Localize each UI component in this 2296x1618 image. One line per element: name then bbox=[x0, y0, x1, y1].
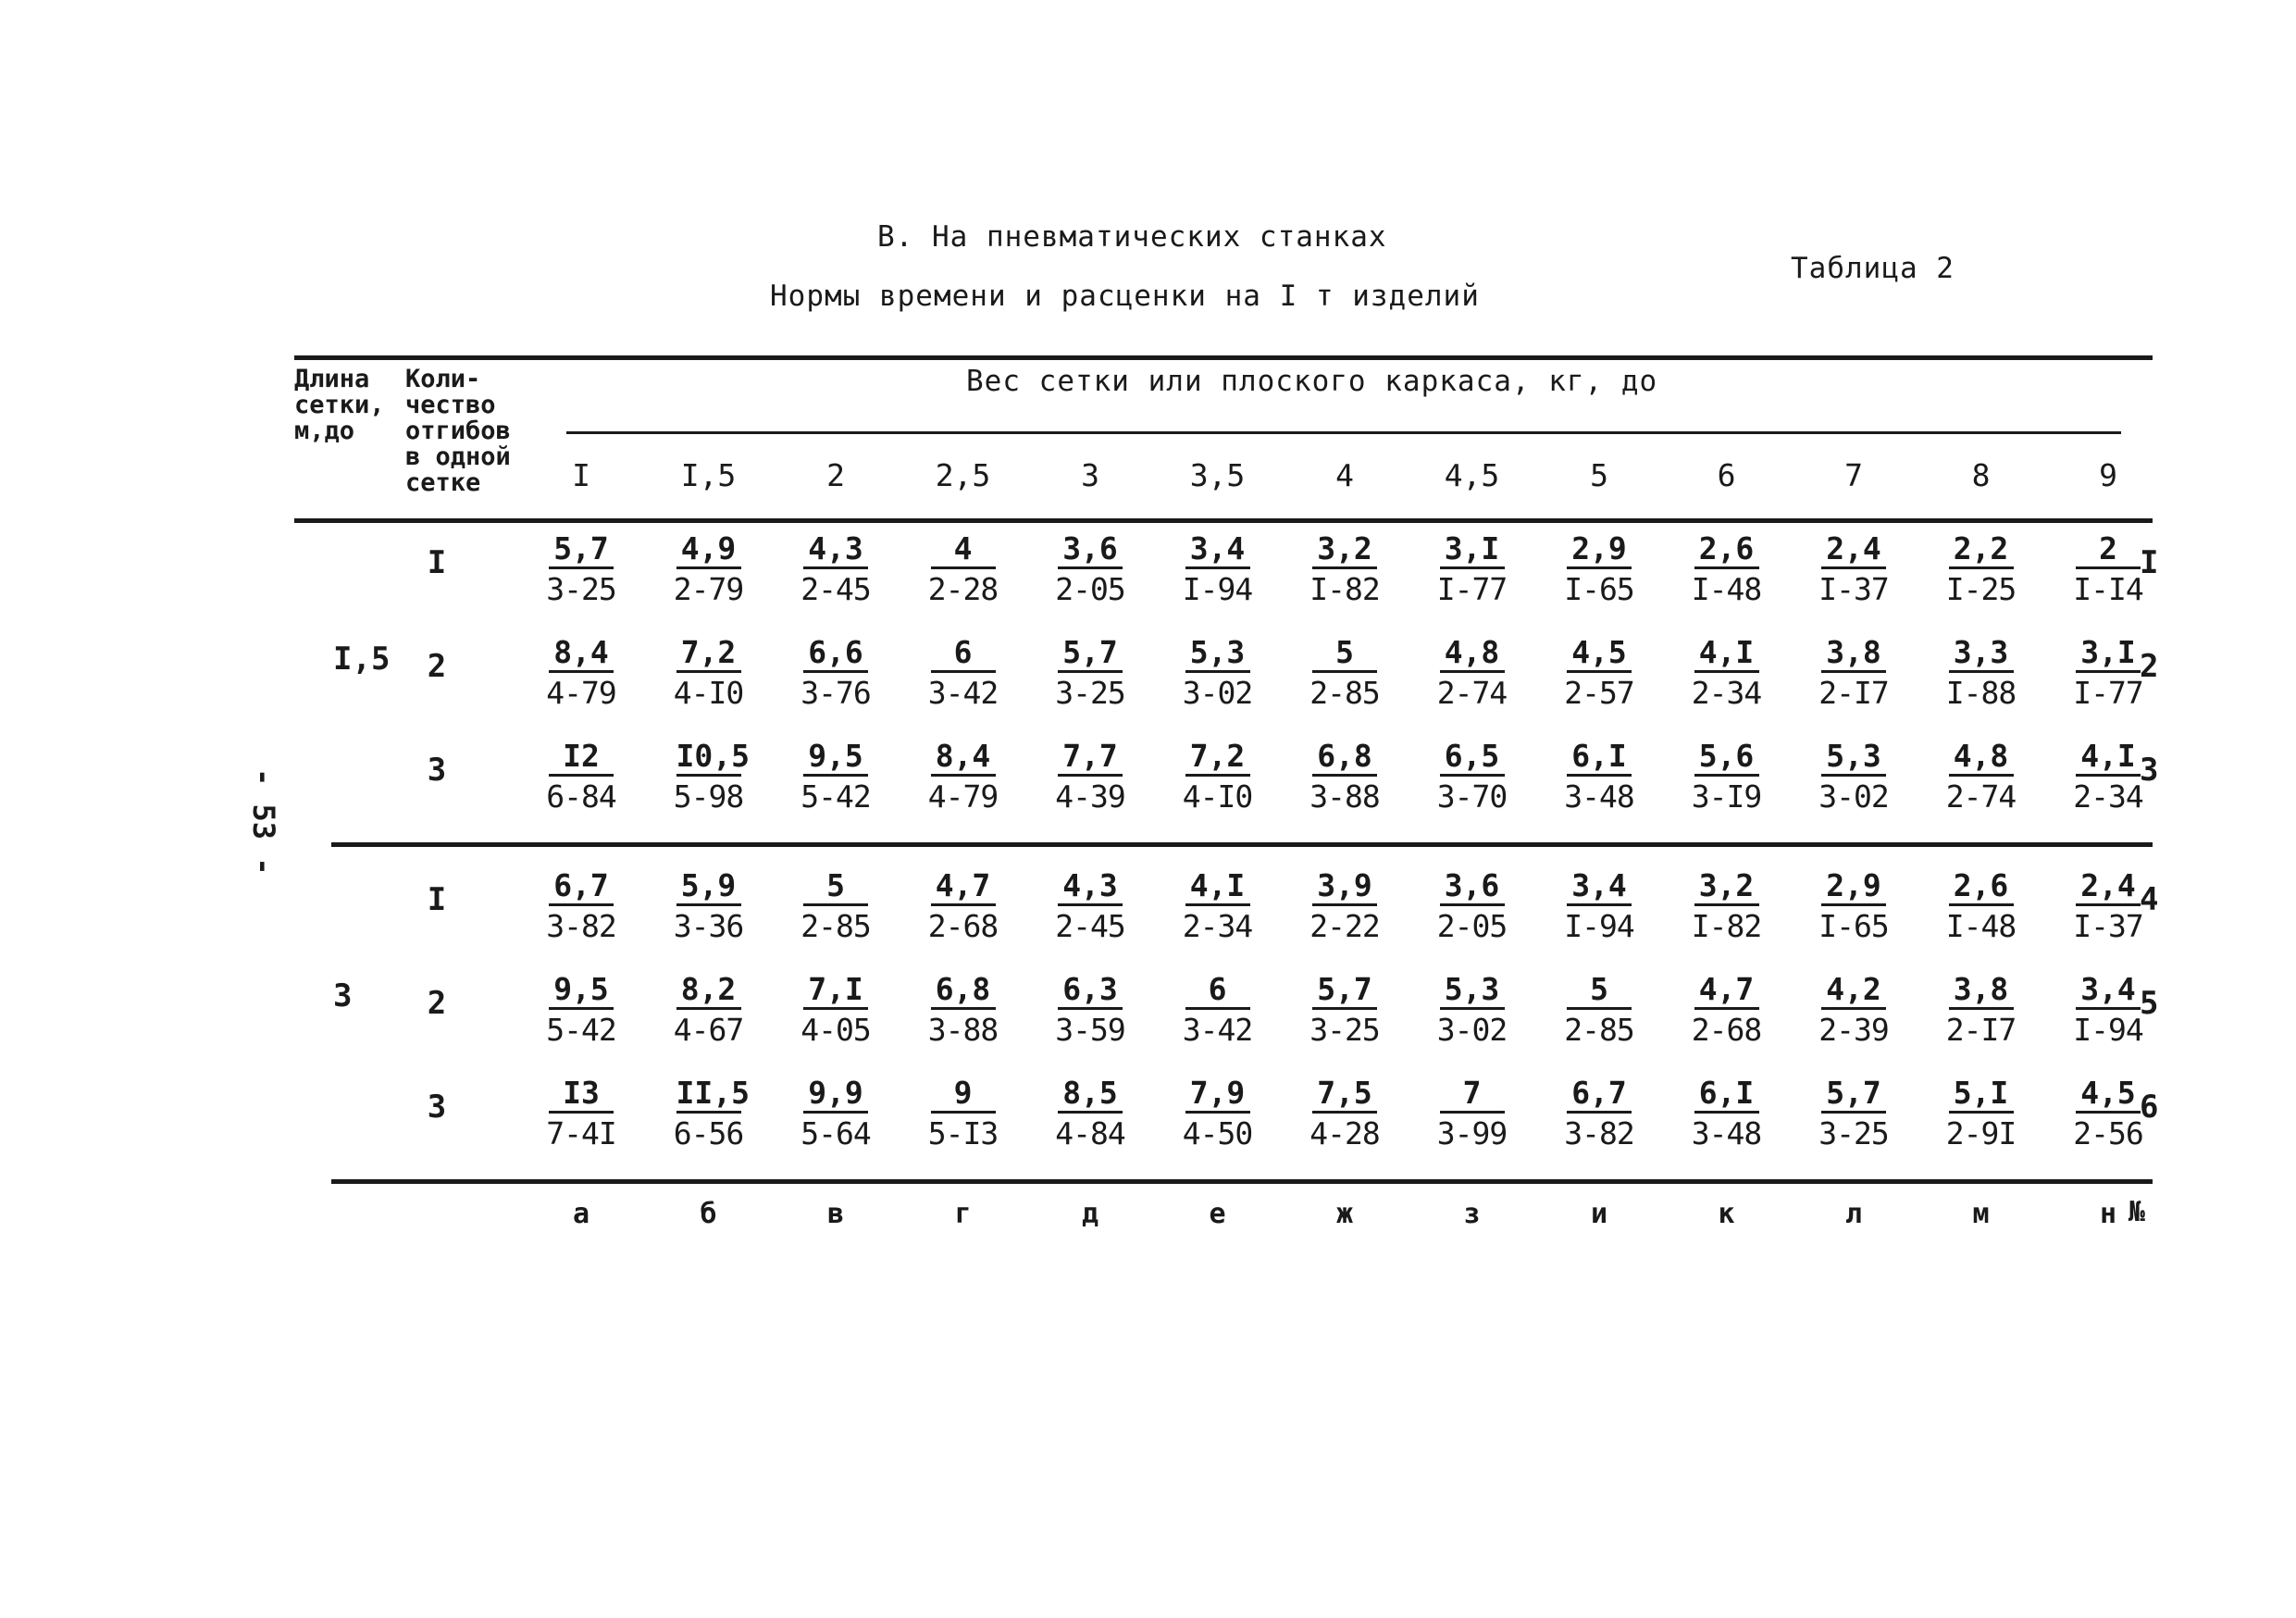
rate-value: 3-42 bbox=[927, 675, 999, 711]
table-cell bbox=[1536, 972, 1662, 1051]
table-cell bbox=[518, 635, 644, 714]
rate-value: 3-02 bbox=[1436, 1012, 1508, 1048]
table-cell bbox=[1791, 739, 1917, 817]
table-cell bbox=[1282, 531, 1408, 610]
time-norm: 5,7 bbox=[549, 531, 614, 569]
row-number: 5 bbox=[2140, 985, 2159, 1022]
rate-value: I-I4 bbox=[2073, 571, 2143, 607]
rate-value: 2-85 bbox=[1309, 675, 1380, 711]
time-norm: 7,9 bbox=[1185, 1076, 1250, 1114]
rate-value: 3-88 bbox=[927, 1012, 999, 1048]
rate-value: 2-79 bbox=[673, 571, 744, 607]
rate-value: 2-34 bbox=[1182, 908, 1253, 944]
time-norm: 5,7 bbox=[1058, 635, 1123, 673]
time-norm: 2 bbox=[2076, 531, 2141, 569]
length-column-header: Длина сетки, м,до bbox=[294, 365, 385, 445]
header-bottom-rule bbox=[294, 518, 2153, 523]
table-cell bbox=[1664, 1076, 1790, 1154]
rate-value: 2-9I bbox=[1945, 1115, 2017, 1151]
row-number: I bbox=[2140, 544, 2159, 581]
time-norm: 6,8 bbox=[931, 972, 996, 1010]
rate-value: 2-57 bbox=[1564, 675, 1634, 711]
column-letter: е bbox=[1209, 1198, 1226, 1230]
table-cell bbox=[1027, 739, 1153, 817]
column-letter: л bbox=[1844, 1198, 1863, 1230]
time-norm: 6,3 bbox=[1058, 972, 1123, 1010]
rate-value: I-37 bbox=[2073, 908, 2143, 944]
table-cell bbox=[1409, 972, 1535, 1051]
table-cell bbox=[1536, 868, 1662, 947]
time-norm: 4,7 bbox=[1694, 972, 1759, 1010]
table-cell bbox=[1918, 1076, 2044, 1154]
time-norm: 7,2 bbox=[676, 635, 741, 673]
time-norm: 6,7 bbox=[1567, 1076, 1632, 1114]
rate-value: 5-42 bbox=[800, 778, 871, 815]
time-norm: 4,I bbox=[1694, 635, 1759, 673]
table-cell bbox=[1027, 868, 1153, 947]
table-cell bbox=[1536, 635, 1662, 714]
table-cell bbox=[1282, 1076, 1408, 1154]
time-norm: 3,2 bbox=[1694, 868, 1759, 906]
length-value: I,5 bbox=[333, 641, 391, 678]
rate-value: 2-85 bbox=[800, 908, 871, 944]
rate-value: 2-05 bbox=[1436, 908, 1508, 944]
time-norm: 6,6 bbox=[803, 635, 868, 673]
time-norm: 3,4 bbox=[1567, 868, 1632, 906]
table-cell bbox=[1791, 531, 1917, 610]
weight-column-header: 2 bbox=[826, 457, 845, 493]
column-letter: а bbox=[572, 1198, 590, 1230]
table-cell bbox=[900, 531, 1026, 610]
bends-value: 3 bbox=[427, 1089, 447, 1126]
table-top-rule bbox=[294, 355, 2153, 360]
time-norm: 5 bbox=[1312, 635, 1377, 673]
time-norm: 3,4 bbox=[1185, 531, 1250, 569]
rate-value: 6-56 bbox=[673, 1115, 744, 1151]
rate-value: 3-48 bbox=[1691, 1115, 1762, 1151]
table-cell bbox=[646, 531, 772, 610]
time-norm: 6 bbox=[1185, 972, 1250, 1010]
time-norm: 3,6 bbox=[1058, 531, 1123, 569]
table-cell bbox=[1282, 635, 1408, 714]
column-letter: и bbox=[1590, 1198, 1608, 1230]
time-norm: 9,9 bbox=[803, 1076, 868, 1114]
rate-value: 2-34 bbox=[2073, 778, 2143, 815]
rate-value: 2-I7 bbox=[1945, 1012, 2017, 1048]
weight-column-header: 2,5 bbox=[935, 457, 991, 493]
time-norm: 4,2 bbox=[1821, 972, 1886, 1010]
rate-value: 4-39 bbox=[1055, 778, 1125, 815]
rate-value: 2-68 bbox=[927, 908, 999, 944]
time-norm: 7,I bbox=[803, 972, 868, 1010]
rate-value: 3-02 bbox=[1818, 778, 1889, 815]
time-norm: 2,4 bbox=[1821, 531, 1886, 569]
rate-value: 4-79 bbox=[927, 778, 999, 815]
column-letter: к bbox=[1718, 1198, 1735, 1230]
rate-value: I-82 bbox=[1309, 571, 1380, 607]
rate-value: 5-42 bbox=[546, 1012, 616, 1048]
rate-value: 3-I9 bbox=[1691, 778, 1762, 815]
time-norm: 4,7 bbox=[931, 868, 996, 906]
column-letter: н bbox=[2099, 1198, 2117, 1230]
table-bottom-rule bbox=[331, 1179, 2153, 1184]
rate-value: 5-64 bbox=[800, 1115, 871, 1151]
table-cell bbox=[1155, 868, 1281, 947]
time-norm: 6,8 bbox=[1312, 739, 1377, 777]
weight-header: Вес сетки или плоского каркаса, кг, до bbox=[966, 365, 1658, 398]
weight-column-header: 5 bbox=[1590, 457, 1608, 493]
rate-value: 2-68 bbox=[1691, 1012, 1762, 1048]
weight-column-header: 3 bbox=[1081, 457, 1099, 493]
time-norm: 4,I bbox=[2076, 739, 2141, 777]
weight-column-header: 8 bbox=[1971, 457, 1991, 493]
weight-column-header: I bbox=[572, 457, 590, 493]
time-norm: 5,6 bbox=[1694, 739, 1759, 777]
table-cell bbox=[646, 1076, 772, 1154]
row-number: 2 bbox=[2140, 648, 2159, 685]
bends-value: 2 bbox=[427, 648, 447, 685]
time-norm: 3,6 bbox=[1440, 868, 1505, 906]
time-norm: 2,9 bbox=[1567, 531, 1632, 569]
table-cell bbox=[900, 1076, 1026, 1154]
time-norm: 7,5 bbox=[1312, 1076, 1377, 1114]
rate-value: 3-25 bbox=[546, 571, 616, 607]
rate-value: 3-82 bbox=[1564, 1115, 1634, 1151]
rate-value: I-48 bbox=[1691, 571, 1762, 607]
table-cell bbox=[1918, 972, 2044, 1051]
time-norm: 4,3 bbox=[1058, 868, 1123, 906]
rate-value: 2-39 bbox=[1818, 1012, 1889, 1048]
table-cell bbox=[1536, 739, 1662, 817]
time-norm: 3,2 bbox=[1312, 531, 1377, 569]
table-cell bbox=[773, 531, 899, 610]
time-norm: 6,I bbox=[1567, 739, 1632, 777]
rate-value: I-94 bbox=[2073, 1012, 2143, 1048]
bends-value: 2 bbox=[427, 985, 447, 1022]
table-number: Таблица 2 bbox=[1791, 252, 1955, 285]
rate-value: 2-I7 bbox=[1818, 675, 1889, 711]
time-norm: 2,2 bbox=[1949, 531, 2014, 569]
table-cell bbox=[900, 739, 1026, 817]
column-letter: ж bbox=[1335, 1198, 1354, 1230]
table-cell bbox=[1536, 531, 1662, 610]
table-cell bbox=[1664, 635, 1790, 714]
table-cell bbox=[1027, 635, 1153, 714]
time-norm: 4 bbox=[931, 531, 996, 569]
rate-value: I-77 bbox=[1436, 571, 1508, 607]
table-cell bbox=[1409, 531, 1535, 610]
time-norm: 5,9 bbox=[676, 868, 741, 906]
table-cell bbox=[1791, 972, 1917, 1051]
weight-column-header: 7 bbox=[1844, 457, 1863, 493]
weight-header-rule bbox=[566, 431, 2121, 434]
table-cell bbox=[1409, 868, 1535, 947]
table-cell bbox=[1918, 868, 2044, 947]
time-norm: 6,I bbox=[1694, 1076, 1759, 1114]
table-cell bbox=[518, 868, 644, 947]
rate-value: 4-05 bbox=[800, 1012, 871, 1048]
time-norm: I3 bbox=[549, 1076, 614, 1114]
time-norm: 4,5 bbox=[1567, 635, 1632, 673]
time-norm: 9,5 bbox=[803, 739, 868, 777]
time-norm: 5 bbox=[1567, 972, 1632, 1010]
rate-value: 3-02 bbox=[1182, 675, 1253, 711]
time-norm: 8,4 bbox=[549, 635, 614, 673]
time-norm: 3,I bbox=[1440, 531, 1505, 569]
rate-value: 4-79 bbox=[546, 675, 616, 711]
row-number: 6 bbox=[2140, 1089, 2159, 1126]
rate-value: I-94 bbox=[1564, 908, 1634, 944]
time-norm: 3,8 bbox=[1821, 635, 1886, 673]
time-norm: 4,8 bbox=[1949, 739, 2014, 777]
table-cell bbox=[518, 739, 644, 817]
time-norm: 7 bbox=[1440, 1076, 1505, 1114]
rate-value: 3-48 bbox=[1564, 778, 1634, 815]
time-norm: 7,2 bbox=[1185, 739, 1250, 777]
table-cell bbox=[1282, 739, 1408, 817]
rate-value: 3-70 bbox=[1436, 778, 1508, 815]
group-divider-rule bbox=[331, 842, 2153, 847]
table-cell bbox=[1918, 531, 2044, 610]
rate-value: I-37 bbox=[1818, 571, 1889, 607]
time-norm: 2,6 bbox=[1694, 531, 1759, 569]
time-norm: 2,6 bbox=[1949, 868, 2014, 906]
table-cell bbox=[1536, 1076, 1662, 1154]
weight-column-header: 3,5 bbox=[1189, 457, 1246, 493]
rate-value: 4-84 bbox=[1055, 1115, 1125, 1151]
time-norm: 4,I bbox=[1185, 868, 1250, 906]
time-norm: 4,9 bbox=[676, 531, 741, 569]
rate-value: 4-28 bbox=[1309, 1115, 1380, 1151]
rate-value: 2-45 bbox=[800, 571, 871, 607]
corner-mark: № bbox=[2128, 1196, 2146, 1228]
table-cell bbox=[1918, 739, 2044, 817]
rate-value: 7-4I bbox=[546, 1115, 616, 1151]
time-norm: 3,8 bbox=[1949, 972, 2014, 1010]
time-norm: 6,7 bbox=[549, 868, 614, 906]
page-number: - 53 - bbox=[246, 768, 281, 876]
rate-value: 3-76 bbox=[800, 675, 871, 711]
table-cell bbox=[1027, 972, 1153, 1051]
time-norm: 6,5 bbox=[1440, 739, 1505, 777]
table-cell bbox=[1664, 531, 1790, 610]
weight-column-header: I,5 bbox=[680, 457, 737, 493]
table-cell bbox=[1155, 531, 1281, 610]
table-cell bbox=[1282, 868, 1408, 947]
rate-value: 4-67 bbox=[673, 1012, 744, 1048]
time-norm: 3,I bbox=[2076, 635, 2141, 673]
table-cell bbox=[1027, 1076, 1153, 1154]
time-norm: 5,I bbox=[1949, 1076, 2014, 1114]
time-norm: 5,3 bbox=[1440, 972, 1505, 1010]
column-letter: г bbox=[954, 1198, 972, 1230]
rate-value: 2-85 bbox=[1564, 1012, 1634, 1048]
rate-value: 3-82 bbox=[546, 908, 616, 944]
table-cell bbox=[646, 739, 772, 817]
rate-value: I-48 bbox=[1945, 908, 2017, 944]
time-norm: I0,5 bbox=[676, 739, 741, 777]
table-cell bbox=[1155, 739, 1281, 817]
table-cell bbox=[900, 868, 1026, 947]
time-norm: 7,7 bbox=[1058, 739, 1123, 777]
time-norm: 8,2 bbox=[676, 972, 741, 1010]
rate-value: 2-45 bbox=[1055, 908, 1125, 944]
table-cell bbox=[518, 972, 644, 1051]
rate-value: 2-56 bbox=[2073, 1115, 2143, 1151]
time-norm: 9,5 bbox=[549, 972, 614, 1010]
table-cell bbox=[646, 972, 772, 1051]
rate-value: 3-99 bbox=[1436, 1115, 1508, 1151]
time-norm: 5,7 bbox=[1312, 972, 1377, 1010]
table-cell bbox=[1664, 972, 1790, 1051]
table-cell bbox=[1664, 868, 1790, 947]
bends-value: 3 bbox=[427, 752, 447, 789]
rate-value: 3-88 bbox=[1309, 778, 1380, 815]
rate-value: I-82 bbox=[1691, 908, 1762, 944]
time-norm: 8,5 bbox=[1058, 1076, 1123, 1114]
rate-value: 4-I0 bbox=[1182, 778, 1253, 815]
time-norm: 4,8 bbox=[1440, 635, 1505, 673]
table-cell bbox=[518, 1076, 644, 1154]
time-norm: II,5 bbox=[676, 1076, 741, 1114]
rate-value: I-94 bbox=[1182, 571, 1253, 607]
rate-value: 3-36 bbox=[673, 908, 744, 944]
rate-value: 3-25 bbox=[1309, 1012, 1380, 1048]
table-cell bbox=[773, 635, 899, 714]
table-cell bbox=[1155, 1076, 1281, 1154]
rate-value: 3-25 bbox=[1818, 1115, 1889, 1151]
rate-value: 2-05 bbox=[1055, 571, 1125, 607]
column-letter: з bbox=[1463, 1198, 1481, 1230]
table-cell bbox=[1918, 635, 2044, 714]
rate-value: 5-I3 bbox=[927, 1115, 999, 1151]
time-norm: 3,4 bbox=[2076, 972, 2141, 1010]
rate-value: 2-34 bbox=[1691, 675, 1762, 711]
table-cell bbox=[1791, 1076, 1917, 1154]
table-cell bbox=[1155, 635, 1281, 714]
time-norm: 3,9 bbox=[1312, 868, 1377, 906]
row-number: 3 bbox=[2140, 752, 2159, 789]
length-value: 3 bbox=[333, 977, 353, 1014]
time-norm: 9 bbox=[931, 1076, 996, 1114]
time-norm: 4,3 bbox=[803, 531, 868, 569]
table-cell bbox=[773, 868, 899, 947]
table-cell bbox=[646, 868, 772, 947]
column-letter: д bbox=[1081, 1198, 1099, 1230]
weight-column-header: 4 bbox=[1335, 457, 1354, 493]
column-letter: м bbox=[1972, 1198, 1990, 1230]
weight-column-header: 4,5 bbox=[1444, 457, 1500, 493]
table-cell bbox=[900, 972, 1026, 1051]
time-norm: 5,7 bbox=[1821, 1076, 1886, 1114]
table-cell bbox=[773, 739, 899, 817]
table-cell bbox=[1409, 635, 1535, 714]
rate-value: 2-22 bbox=[1309, 908, 1380, 944]
table-cell bbox=[1409, 739, 1535, 817]
rate-value: I-65 bbox=[1564, 571, 1634, 607]
weight-column-header: 6 bbox=[1717, 457, 1736, 493]
time-norm: 6 bbox=[931, 635, 996, 673]
rate-value: 2-74 bbox=[1436, 675, 1508, 711]
table-title: Нормы времени и расценки на I т изделий bbox=[770, 280, 1480, 313]
rate-value: I-77 bbox=[2073, 675, 2143, 711]
bends-value: I bbox=[427, 881, 447, 918]
bends-value: I bbox=[427, 544, 447, 581]
table-cell bbox=[646, 635, 772, 714]
section-heading: В. На пневматических станках bbox=[877, 220, 1387, 254]
bends-column-header: Коли-чество отгибов в одной сетке bbox=[405, 365, 511, 497]
rate-value: I-88 bbox=[1945, 675, 2017, 711]
table-cell bbox=[900, 635, 1026, 714]
table-cell bbox=[1791, 868, 1917, 947]
time-norm: 5 bbox=[803, 868, 868, 906]
table-cell bbox=[1791, 635, 1917, 714]
rate-value: 4-50 bbox=[1182, 1115, 1253, 1151]
table-cell bbox=[1409, 1076, 1535, 1154]
rate-value: 2-28 bbox=[927, 571, 999, 607]
time-norm: 2,9 bbox=[1821, 868, 1886, 906]
time-norm: 3,3 bbox=[1949, 635, 2014, 673]
table-cell bbox=[773, 972, 899, 1051]
time-norm: 8,4 bbox=[931, 739, 996, 777]
time-norm: 2,4 bbox=[2076, 868, 2141, 906]
rate-value: 6-84 bbox=[546, 778, 616, 815]
row-number: 4 bbox=[2140, 881, 2159, 918]
rate-value: 3-25 bbox=[1055, 675, 1125, 711]
rate-value: I-25 bbox=[1945, 571, 2017, 607]
time-norm: 5,3 bbox=[1821, 739, 1886, 777]
rate-value: 5-98 bbox=[673, 778, 744, 815]
column-letter: б bbox=[700, 1198, 717, 1230]
table-cell bbox=[1155, 972, 1281, 1051]
weight-column-header: 9 bbox=[2099, 457, 2117, 493]
rate-value: 3-59 bbox=[1055, 1012, 1125, 1048]
rate-value: I-65 bbox=[1818, 908, 1889, 944]
table-cell bbox=[1664, 739, 1790, 817]
table-cell bbox=[773, 1076, 899, 1154]
time-norm: 5,3 bbox=[1185, 635, 1250, 673]
column-letter: в bbox=[826, 1198, 845, 1230]
table-cell bbox=[1027, 531, 1153, 610]
table-cell bbox=[518, 531, 644, 610]
rate-value: 3-42 bbox=[1182, 1012, 1253, 1048]
rate-value: 4-I0 bbox=[673, 675, 744, 711]
table-cell bbox=[1282, 972, 1408, 1051]
rate-value: 2-74 bbox=[1945, 778, 2017, 815]
time-norm: 4,5 bbox=[2076, 1076, 2141, 1114]
time-norm: I2 bbox=[549, 739, 614, 777]
